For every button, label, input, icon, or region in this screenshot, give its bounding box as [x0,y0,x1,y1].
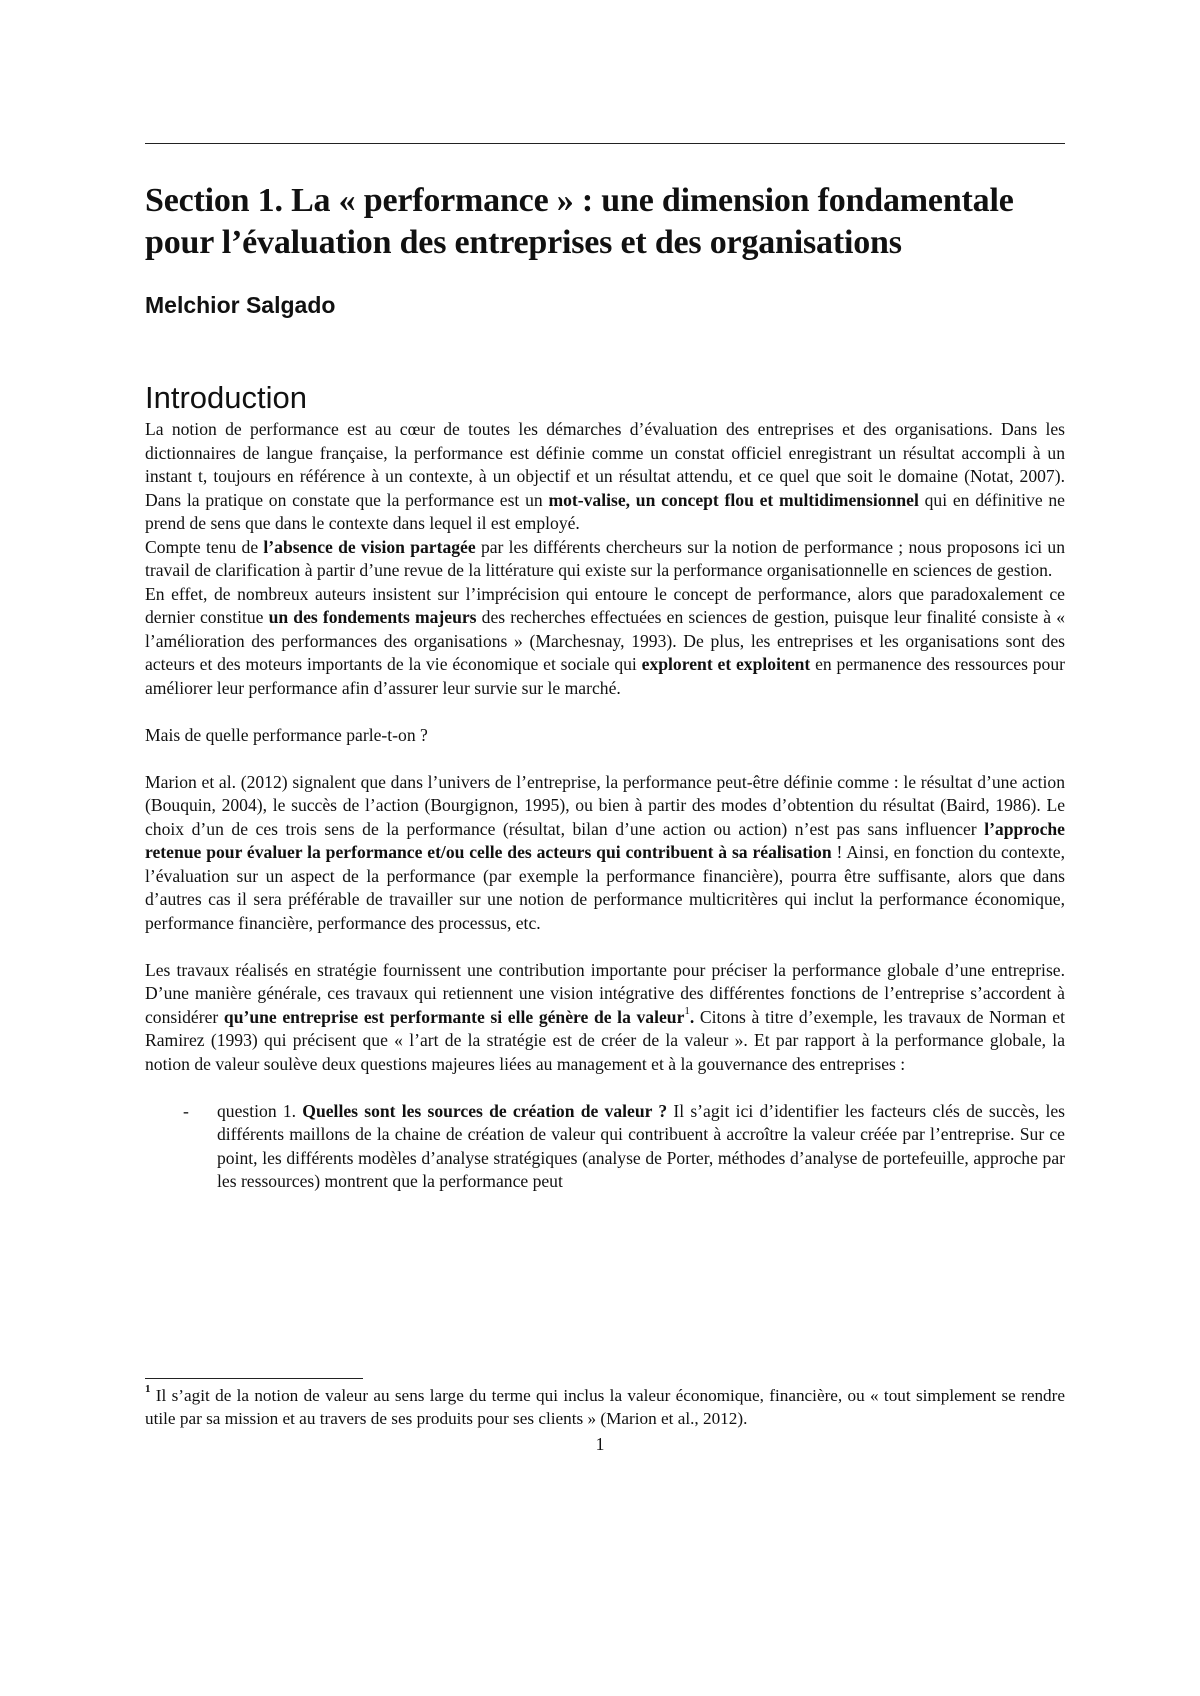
paragraph-3-bold-1: un des fondements majeurs [268,607,477,627]
paragraph-3-text: En effet, de nombreux auteurs insistent sur l’imprécision qui entoure le concept de performance, alors que paradoxalement ce dernier constitue [145,583,1065,627]
list-item-label: question 1. [217,1100,303,1121]
paragraph-5-text-end: ! Ainsi, en fonction du contexte, l’évaluation sur un aspect de la performance (par exemple la performance financière), pourra être suffisante, alors que dans d’autres cas il sera préférable de travailler sur une notion de performance multicritères qui inclut la performance économique, performance financière, performance des processus, etc. [145,842,1065,933]
spacer [145,935,1065,959]
paragraph-6 [145,959,1065,1077]
list-item-bold: Quelles sont les sources de création de valeur ? [302,1100,668,1121]
spacer [145,747,1065,771]
paragraph-3-bold-2: explorent et exploitent [641,654,811,674]
paragraph-1-bold: mot-valise, un concept flou et multidimensionnel [548,489,919,510]
paragraph-2-text-end: par les différents chercheurs sur la notion de performance ; nous proposons ici un travail de clarification à partir d’une revue de la littérature qui existe sur la performance organisationnelle en sciences de gestion. [145,536,1066,580]
list-bullet: - [183,1100,189,1121]
paragraph-1-text: La notion de performance est au cœur de toutes les démarches d’évaluation des entreprises et des organisations. Dans les dictionnaires de langue française, la performance est définie comme un constat officiel enregistrant un résultat accompli à un instant t, toujours en référence à un contexte, à un objectif et un résultat attendu, et ce quel que soit le domaine (Notat, 2007). Dans la pratique on constate que la performance est un [145,419,1065,510]
list-item [145,1100,1065,1194]
footnote-reference[interactable]: 1 [684,1004,690,1017]
section-title: Section 1. La « performance » : une dimension fondamentale pour l’évaluation des entreprises et des organisations [145,182,1014,261]
paragraph-6-text-end: Citons à titre d’exemple, les travaux de Norman et Ramirez (1993) qui précisent que « l’art de la stratégie est de créer de la valeur ». Et par rapport à la performance globale, la notion de valeur soulève deux questions majeures liées au management et à la gouvernance des entreprises : [145,1006,1065,1074]
paragraph-4-text: Mais de quelle performance parle-t-on ? [145,724,428,745]
paragraph-6-bold: qu’une entreprise est performante si elle génère de la valeur [223,1006,685,1027]
paragraph-1-text-end: qui en définitive ne prend de sens que dans le contexte dans lequel il est employé. [145,489,1065,533]
footnote-text: Il s’agit de la notion de valeur au sens large du terme qui inclus la valeur économique, financière, ou « tout simplement se rendre utile par sa mission et au travers de ses produits pour ses clients » (Marion et al., 2012). [145,1386,1065,1428]
paragraph-2-text: Compte tenu de [145,536,264,557]
footnote-separator [145,1378,363,1379]
list-item-text [217,1100,1065,1194]
paragraph-3 [145,583,1065,701]
footnote [145,1384,1065,1430]
paragraph-3-text-end: en permanence des ressources pour améliorer leur performance afin d’assurer leur survie sur le marché. [145,654,1065,698]
paragraph-3-text-mid: des recherches effectuées en sciences de gestion, puisque leur finalité consiste à « l’amélioration des performances des organisations » (Marchesnay, 1993). De plus, les entreprises et les organisations sont des acteurs et des moteurs importants de la vie économique et sociale qui [145,607,1065,674]
paragraph-5-text: Marion et al. (2012) signalent que dans l’univers de l’entreprise, la performance peut-être définie comme : le résultat d’une action (Bouquin, 2004), le succès de l’action (Bourgignon, 1995), ou bien à partir des modes d’obtention du résultat (Baird, 1986). Le choix d’un de ces trois sens de la performance (résultat, bilan d’une action ou action) n’est pas sans influencer [145,771,1065,839]
paragraph-2 [145,536,1065,583]
list-item-body: Il s’agit ici d’identifier les facteurs clés de succès, les différents maillons de la chaine de création de valeur qui contribuent à accroître la valeur créée par l’entreprise. Sur ce point, les différents modèles d’analyse stratégiques (analyse de Porter, méthodes d’analyse de portefeuille, approche par les ressources) montrent que la performance peut [217,1100,1065,1191]
page-number: 1 [595,1434,605,1454]
paragraph-1 [145,418,1065,536]
author-name: Melchior Salgado [145,292,336,318]
paragraph-5 [145,771,1065,936]
main-content [145,180,1065,1194]
paragraph-2-bold: l’absence de vision partagée [263,536,476,557]
introduction-heading: Introduction [145,380,307,415]
paragraph-5-bold: l’approche retenue pour évaluer la performance et/ou celle des acteurs qui contribuent à sa réalisation [145,818,1065,862]
paragraph-6-bold-period: . [689,1006,695,1027]
paragraph-4 [145,724,1065,748]
footnote-marker: 1 [145,1383,151,1396]
spacer [145,700,1065,724]
paragraph-6-text: Les travaux réalisés en stratégie fournissent une contribution importante pour préciser la performance globale d’une entreprise. D’une manière générale, ces travaux qui retiennent une vision intégrative des différentes fonctions de l’entreprise s’accordent à considérer [145,959,1065,1027]
header-rule [145,143,1065,144]
